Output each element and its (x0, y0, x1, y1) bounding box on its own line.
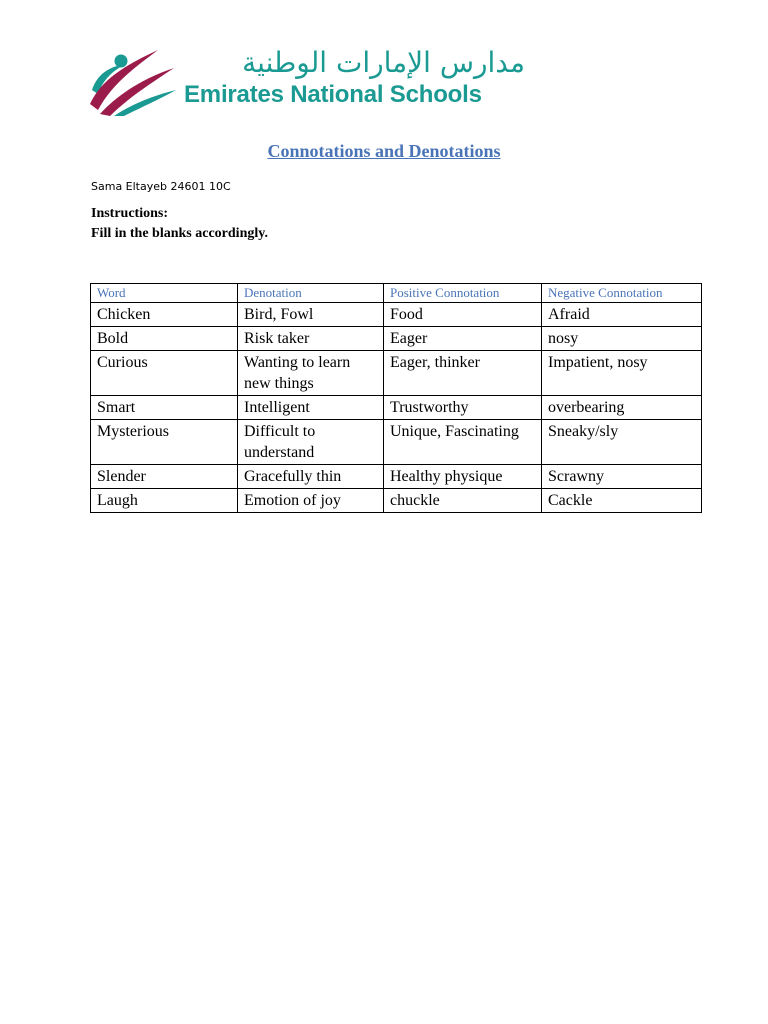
cell-denotation: Difficult to understand (238, 420, 384, 465)
table-header-row (91, 284, 702, 303)
table-row (91, 396, 702, 420)
table-row (91, 303, 702, 327)
header-word: Word (91, 284, 238, 303)
header-negative-connotation: Negative Connotation (542, 284, 702, 303)
student-info: Sama Eltayeb 24601 10C (91, 180, 231, 193)
cell-positive: Unique, Fascinating (384, 420, 542, 465)
school-logo (88, 44, 528, 116)
logo-english-name: Emirates National Schools (184, 81, 482, 108)
cell-positive: Trustworthy (384, 396, 542, 420)
cell-denotation: Emotion of joy (238, 489, 384, 513)
table-row (91, 465, 702, 489)
cell-denotation: Bird, Fowl (238, 303, 384, 327)
header-positive-connotation: Positive Connotation (384, 284, 542, 303)
table-row (91, 489, 702, 513)
cell-denotation: Risk taker (238, 327, 384, 351)
cell-word: Bold (91, 327, 238, 351)
table-row (91, 327, 702, 351)
cell-denotation: Intelligent (238, 396, 384, 420)
instructions-label: Instructions: (91, 206, 169, 221)
cell-word: Chicken (91, 303, 238, 327)
table-row (91, 420, 702, 465)
cell-denotation: Wanting to learn new things (238, 351, 384, 396)
table-row (91, 351, 702, 396)
logo-arabic-name: مدارس الإمارات الوطنية (242, 46, 525, 79)
cell-negative: Sneaky/sly (542, 420, 702, 465)
cell-positive: Food (384, 303, 542, 327)
page-title: Connotations and Denotations (267, 141, 501, 161)
cell-negative: overbearing (542, 396, 702, 420)
cell-word: Mysterious (91, 420, 238, 465)
cell-positive: chuckle (384, 489, 542, 513)
cell-positive: Eager (384, 327, 542, 351)
cell-negative: Scrawny (542, 465, 702, 489)
cell-negative: Cackle (542, 489, 702, 513)
connotations-table (90, 283, 702, 513)
header-denotation: Denotation (238, 284, 384, 303)
cell-word: Curious (91, 351, 238, 396)
cell-word: Slender (91, 465, 238, 489)
cell-positive: Healthy physique (384, 465, 542, 489)
cell-denotation: Gracefully thin (238, 465, 384, 489)
instructions-text: Fill in the blanks accordingly. (91, 226, 268, 241)
cell-negative: Impatient, nosy (542, 351, 702, 396)
cell-negative: Afraid (542, 303, 702, 327)
logo-swoosh-icon (88, 44, 178, 116)
cell-word: Laugh (91, 489, 238, 513)
cell-negative: nosy (542, 327, 702, 351)
cell-positive: Eager, thinker (384, 351, 542, 396)
cell-word: Smart (91, 396, 238, 420)
